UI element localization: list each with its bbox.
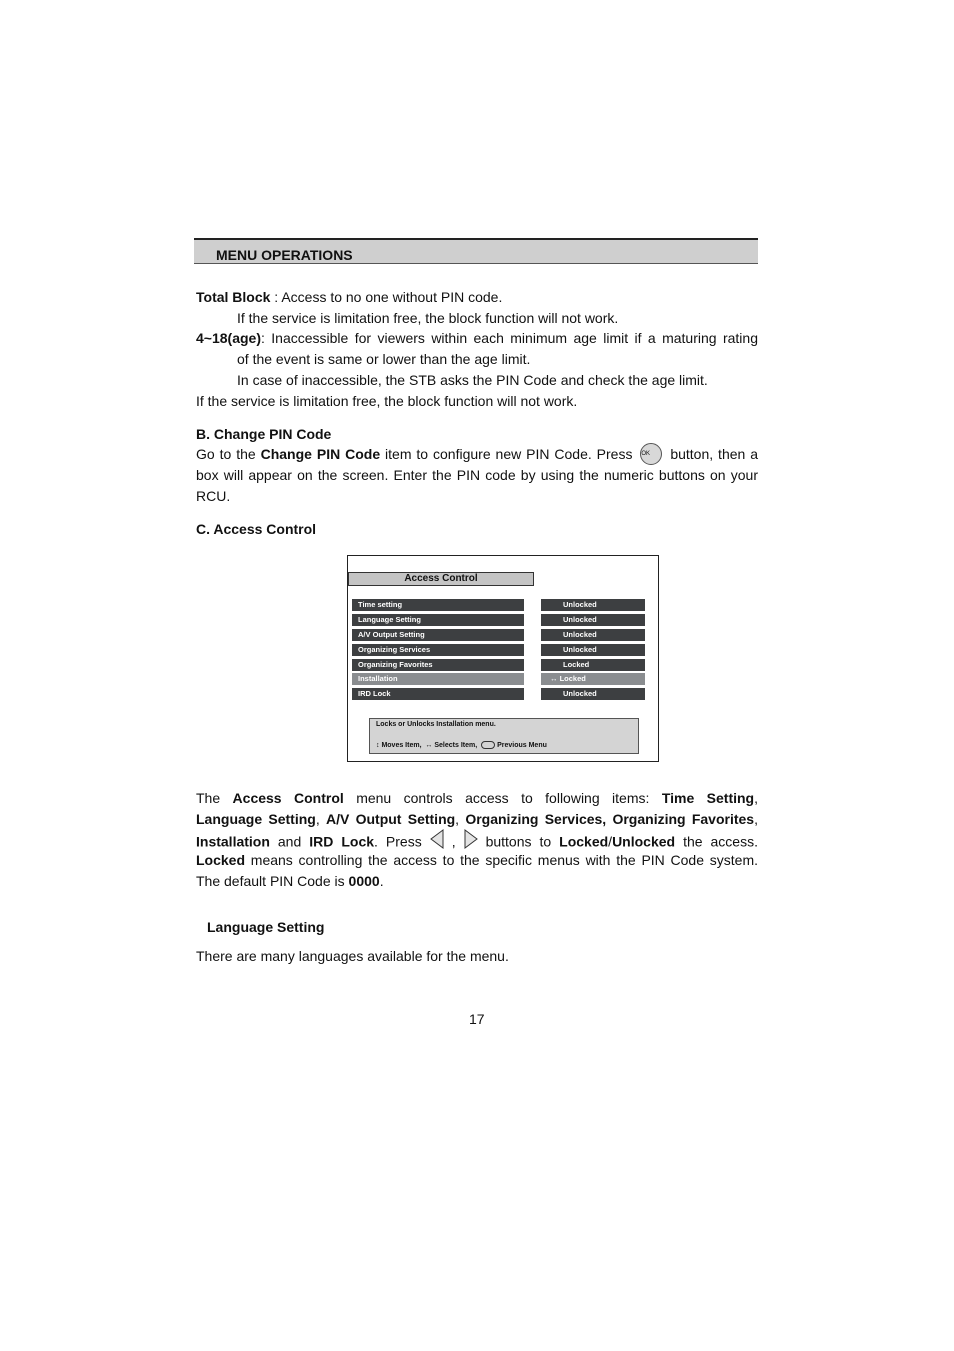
desc-line-2: Language Setting, A/V Output Setting, Organizing Services, Organizing Favorites, xyxy=(196,811,758,827)
age-line-2: of the event is same or lower than the age limit. xyxy=(237,351,531,367)
left-right-arrow-icon: ↔ xyxy=(550,674,560,683)
access-control-heading: C. Access Control xyxy=(196,521,317,537)
left-right-arrow-icon: ↔ xyxy=(425,741,433,749)
status-language-setting[interactable]: Unlocked xyxy=(541,614,645,626)
menu-item-av-output-setting[interactable]: A/V Output Setting xyxy=(352,629,524,641)
desc-line-4: Locked means controlling the access to the specific menus with the PIN Code system. xyxy=(196,852,758,868)
menu-button-icon xyxy=(481,741,495,749)
section-title: MENU OPERATIONS xyxy=(216,247,353,263)
help-panel xyxy=(369,718,639,754)
status-av-output-setting[interactable]: Unlocked xyxy=(541,629,645,641)
age-line-3: In case of inaccessible, the STB asks the PIN Code and check the age limit. xyxy=(237,372,708,388)
total-block-line: Total Block : Access to no one without PIN code. xyxy=(196,289,503,305)
change-pin-line-2: box will appear on the screen. Enter the PIN code by using the numeric buttons on your xyxy=(196,467,758,483)
age-line-1: 4~18(age): Inaccessible for viewers within each minimum age limit if a maturing rating xyxy=(196,330,758,346)
status-installation[interactable]: ↔ Locked xyxy=(541,673,645,685)
menu-item-time-setting[interactable]: Time setting xyxy=(352,599,524,611)
change-pin-line-1: Go to the Change PIN Code item to configure new PIN Code. Press OK button, then a xyxy=(196,444,758,466)
menu-item-ird-lock[interactable]: IRD Lock xyxy=(352,688,524,700)
menu-item-language-setting[interactable]: Language Setting xyxy=(352,614,524,626)
status-organizing-favorites[interactable]: Locked xyxy=(541,659,645,671)
menu-item-installation[interactable]: Installation xyxy=(352,673,524,685)
change-pin-heading: B. Change PIN Code xyxy=(196,426,332,442)
help-text: Locks or Unlocks Installation menu. xyxy=(376,721,496,728)
age-label: 4~18(age) xyxy=(196,330,261,346)
status-ird-lock[interactable]: Unlocked xyxy=(541,688,645,700)
language-setting-text: There are many languages available for the menu. xyxy=(196,948,509,964)
status-time-setting[interactable]: Unlocked xyxy=(541,599,645,611)
desc-line-1: The Access Control menu controls access to following items: Time Setting, xyxy=(196,790,758,806)
menu-item-organizing-services[interactable]: Organizing Services xyxy=(352,644,524,656)
limitation-line: If the service is limitation free, the block function will not work. xyxy=(237,310,619,326)
access-control-screen xyxy=(347,555,659,762)
desc-line-5: The default PIN Code is 0000. xyxy=(196,873,384,889)
desc-line-3: Installation and IRD Lock. Press , buttons to Locked/Unlocked the access. xyxy=(196,830,758,856)
help-legend: ↕ Moves Item, ↔ Selects Item, Previous Menu xyxy=(376,741,547,749)
up-down-arrow-icon: ↕ xyxy=(376,741,380,749)
section-header-bar xyxy=(194,238,758,264)
page-number: 17 xyxy=(469,1011,485,1027)
menu-item-organizing-favorites[interactable]: Organizing Favorites xyxy=(352,659,524,671)
screen-title: Access Control xyxy=(348,572,534,586)
status-organizing-services[interactable]: Unlocked xyxy=(541,644,645,656)
change-pin-line-3: RCU. xyxy=(196,488,231,504)
language-setting-heading: Language Setting xyxy=(207,919,325,935)
total-block-label: Total Block xyxy=(196,289,271,305)
ok-button-icon: OK xyxy=(640,443,662,465)
limitation-line-2: If the service is limitation free, the block function will not work. xyxy=(196,393,578,409)
